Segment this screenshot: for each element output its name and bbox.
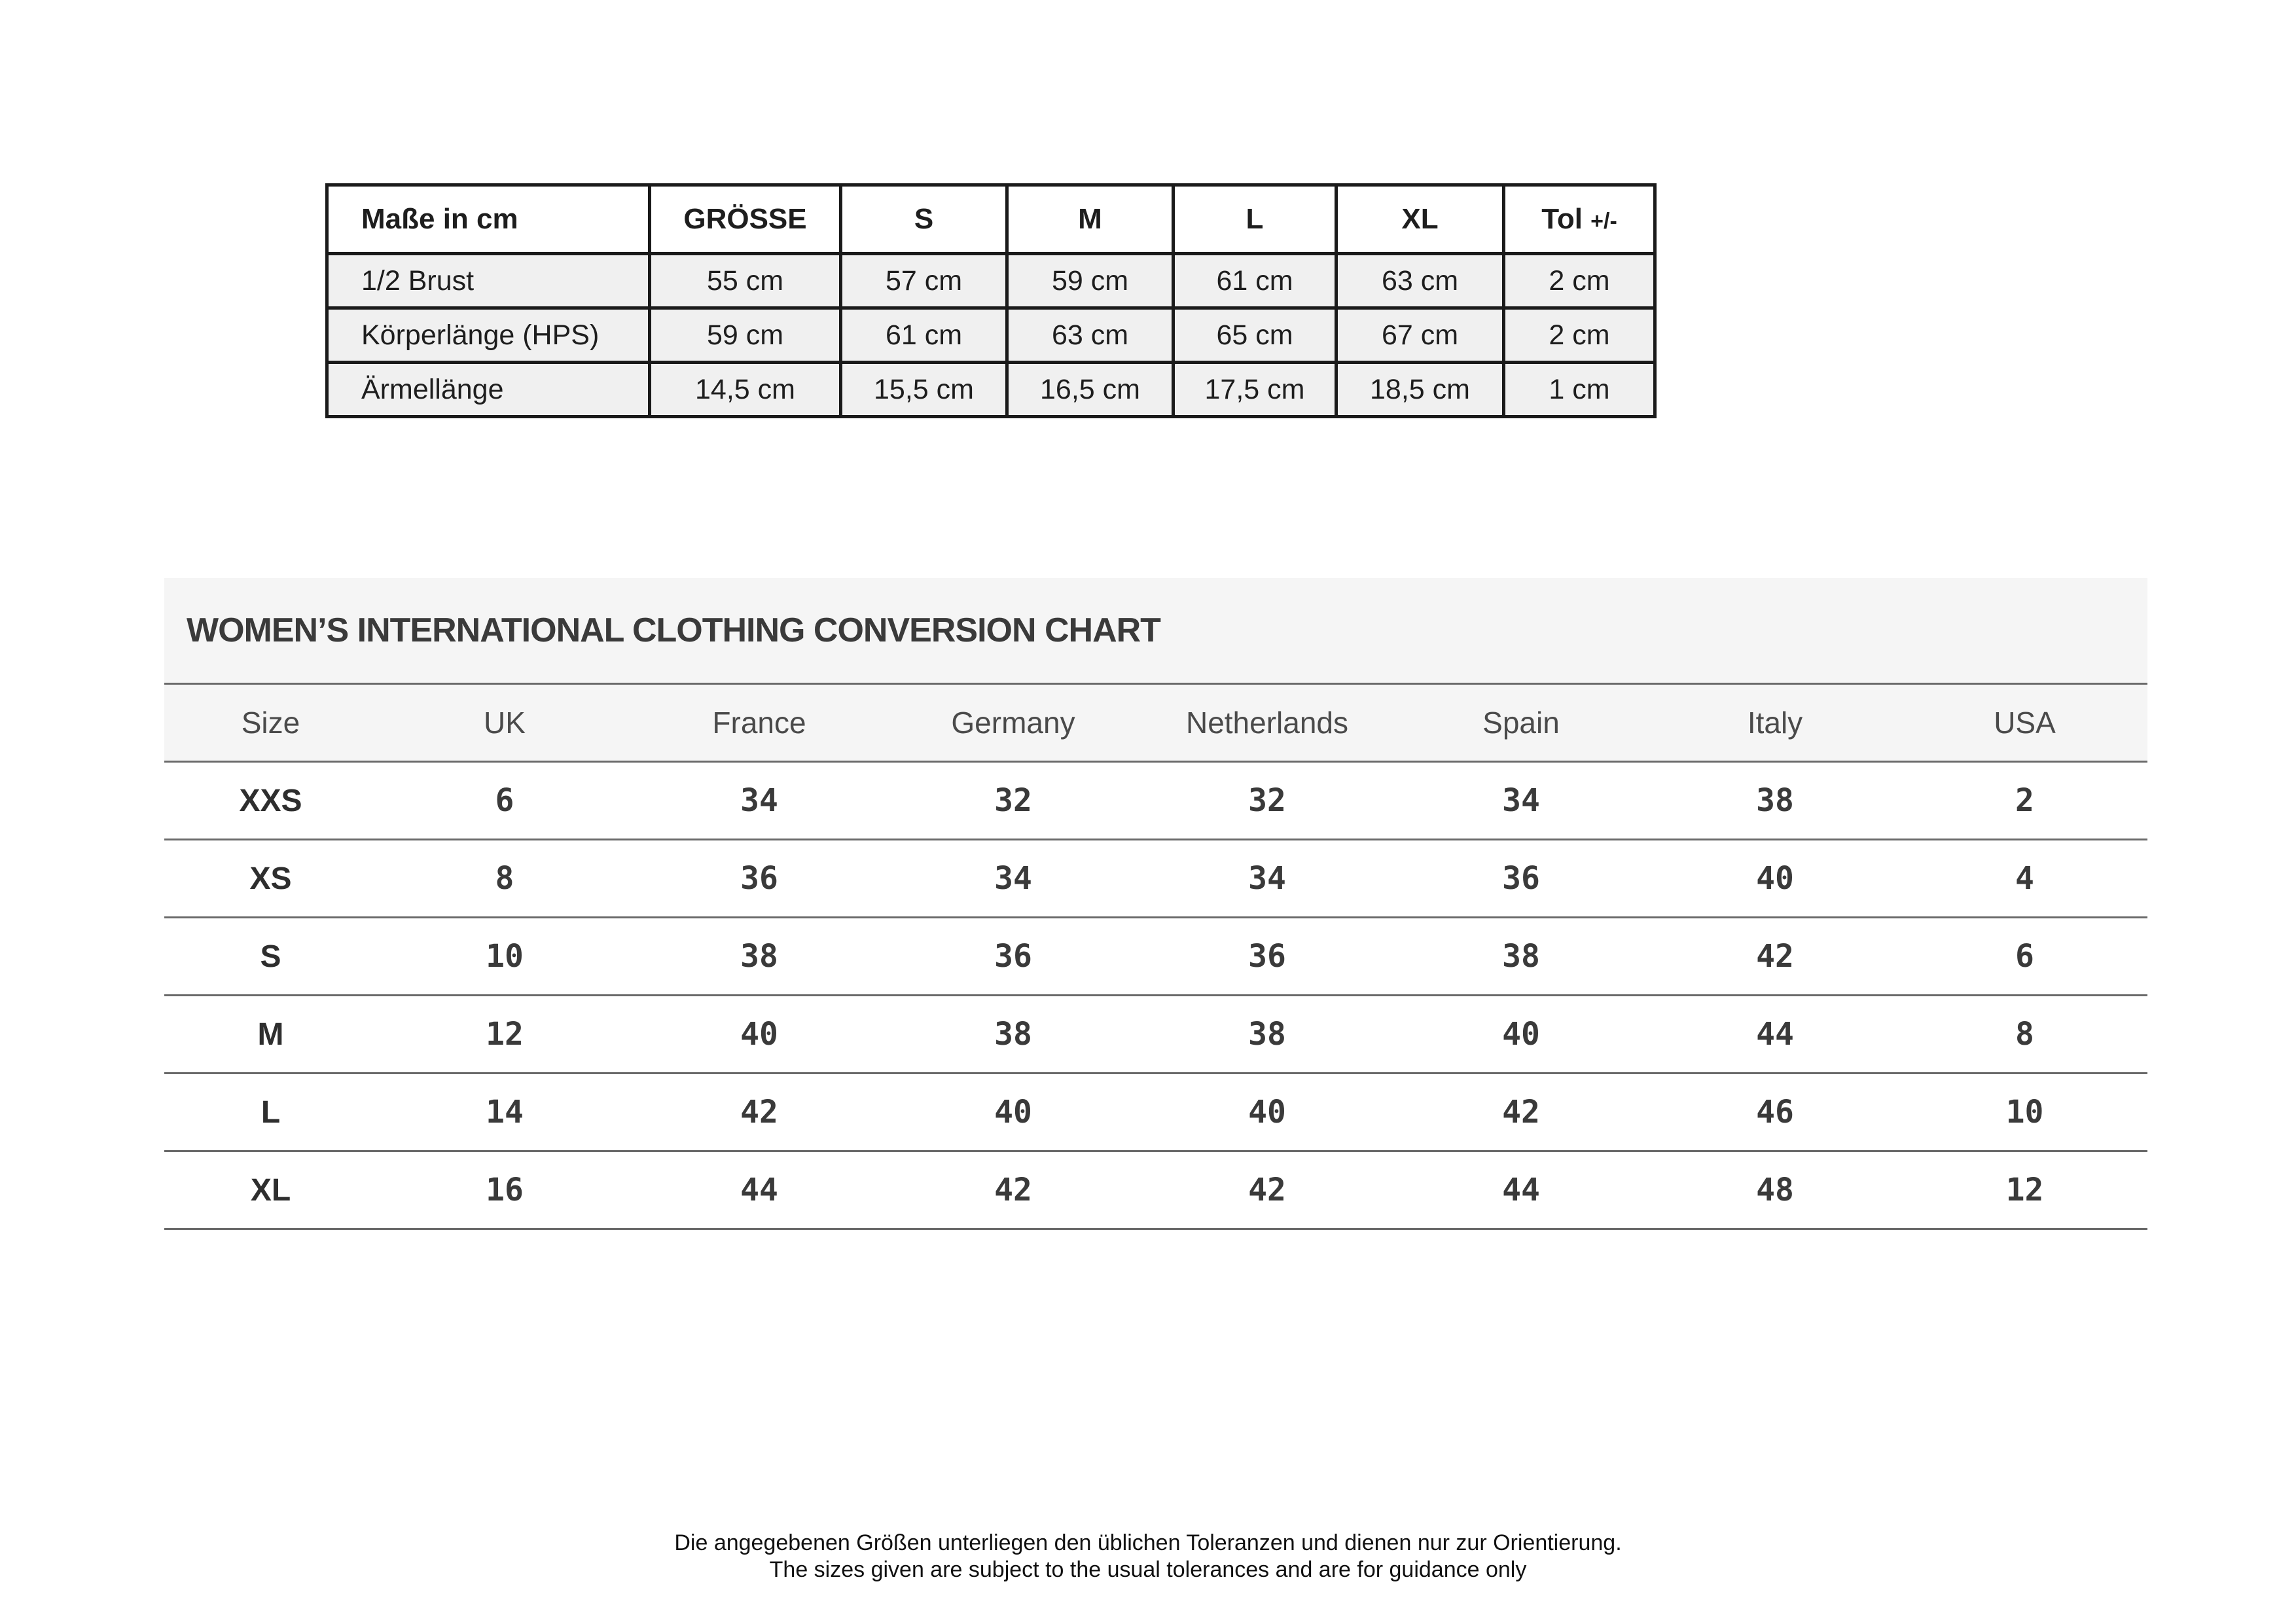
conversion-cell: 48 [1648,1151,1902,1229]
conversion-size-cell: XS [164,840,377,918]
footer-note [0,1530,2296,1583]
conversion-cell: 6 [1902,918,2147,996]
measurement-cell: 2 cm [1504,308,1655,363]
conversion-cell: 44 [1648,996,1902,1074]
conversion-header-uk: UK [377,684,632,762]
conversion-cell: 34 [1140,840,1394,918]
conversion-header-germany: Germany [886,684,1140,762]
measurement-cell: 63 cm [1007,308,1174,363]
measurement-row-body-length [327,308,1655,363]
measurement-cell: 61 cm [1174,254,1336,308]
conversion-cell: 2 [1902,762,2147,840]
conversion-cell: 38 [632,918,886,996]
measurement-row-label: 1/2 Brust [327,254,650,308]
conversion-cell: 38 [1140,996,1394,1074]
measurement-header-size: GRÖSSE [650,185,841,254]
measurement-cell: 2 cm [1504,254,1655,308]
footer-note-english: The sizes given are subject to the usual tolerances and are for guidance only [769,1557,1527,1582]
measurement-cell: 15,5 cm [841,363,1007,417]
footer-note-german: Die angegebenen Größen unterliegen den üblichen Toleranzen und dienen nur zur Orientierung. [674,1530,1622,1555]
conversion-cell: 42 [1394,1074,1648,1151]
measurement-row-label: Ärmellänge [327,363,650,417]
conversion-header-italy: Italy [1648,684,1902,762]
measurement-cell: 65 cm [1174,308,1336,363]
conversion-row [164,918,2147,996]
conversion-header-size: Size [164,684,377,762]
measurement-cell: 63 cm [1336,254,1504,308]
conversion-cell: 40 [886,1074,1140,1151]
conversion-cell: 36 [1140,918,1394,996]
conversion-table [164,683,2147,1230]
conversion-cell: 36 [886,918,1140,996]
conversion-header-netherlands: Netherlands [1140,684,1394,762]
measurement-cell: 61 cm [841,308,1007,363]
conversion-cell: 32 [886,762,1140,840]
measurement-header-tolerance [1504,185,1655,254]
conversion-cell: 40 [1394,996,1648,1074]
conversion-cell: 40 [1648,840,1902,918]
conversion-cell: 46 [1648,1074,1902,1151]
conversion-size-cell: XL [164,1151,377,1229]
conversion-header-row [164,684,2147,762]
conversion-cell: 38 [1648,762,1902,840]
conversion-cell: 42 [1648,918,1902,996]
measurement-header-l: L [1174,185,1336,254]
conversion-cell: 42 [632,1074,886,1151]
conversion-cell: 10 [1902,1074,2147,1151]
conversion-row [164,1151,2147,1229]
conversion-cell: 12 [1902,1151,2147,1229]
measurement-row-sleeve-length [327,363,1655,417]
conversion-cell: 6 [377,762,632,840]
conversion-cell: 8 [377,840,632,918]
conversion-cell: 44 [1394,1151,1648,1229]
conversion-header-usa: USA [1902,684,2147,762]
conversion-row [164,996,2147,1074]
measurement-header-m: M [1007,185,1174,254]
conversion-cell: 34 [886,840,1140,918]
measurement-cell: 16,5 cm [1007,363,1174,417]
conversion-row [164,762,2147,840]
conversion-cell: 40 [632,996,886,1074]
conversion-cell: 8 [1902,996,2147,1074]
conversion-cell: 42 [1140,1151,1394,1229]
conversion-cell: 34 [1394,762,1648,840]
measurement-header-label: Maße in cm [327,185,650,254]
measurement-cell: 57 cm [841,254,1007,308]
conversion-cell: 36 [632,840,886,918]
conversion-size-cell: M [164,996,377,1074]
measurement-cell: 59 cm [1007,254,1174,308]
conversion-header-spain: Spain [1394,684,1648,762]
conversion-chart [164,578,2147,1230]
conversion-cell: 4 [1902,840,2147,918]
conversion-row [164,1074,2147,1151]
tolerance-label: Tol [1541,203,1583,235]
measurement-cell: 17,5 cm [1174,363,1336,417]
measurement-cell: 14,5 cm [650,363,841,417]
conversion-size-cell: L [164,1074,377,1151]
conversion-cell: 38 [1394,918,1648,996]
conversion-cell: 16 [377,1151,632,1229]
conversion-title-bar [164,578,2147,683]
measurement-header-xl: XL [1336,185,1504,254]
conversion-cell: 36 [1394,840,1648,918]
measurement-cell: 1 cm [1504,363,1655,417]
measurement-cell: 18,5 cm [1336,363,1504,417]
measurement-header-s: S [841,185,1007,254]
conversion-row [164,840,2147,918]
conversion-cell: 38 [886,996,1140,1074]
conversion-cell: 12 [377,996,632,1074]
measurement-row-label: Körperlänge (HPS) [327,308,650,363]
measurement-row-chest [327,254,1655,308]
conversion-cell: 32 [1140,762,1394,840]
tolerance-sign: +/- [1590,209,1617,234]
measurement-cell: 55 cm [650,254,841,308]
conversion-header-france: France [632,684,886,762]
conversion-size-cell: S [164,918,377,996]
conversion-cell: 10 [377,918,632,996]
conversion-cell: 44 [632,1151,886,1229]
conversion-title: WOMEN’S INTERNATIONAL CLOTHING CONVERSION CHART [187,611,1160,649]
measurement-header-row [327,185,1655,254]
conversion-cell: 42 [886,1151,1140,1229]
conversion-cell: 40 [1140,1074,1394,1151]
conversion-cell: 34 [632,762,886,840]
measurement-cell: 59 cm [650,308,841,363]
measurement-cell: 67 cm [1336,308,1504,363]
measurement-table [325,183,1657,418]
conversion-size-cell: XXS [164,762,377,840]
conversion-cell: 14 [377,1074,632,1151]
